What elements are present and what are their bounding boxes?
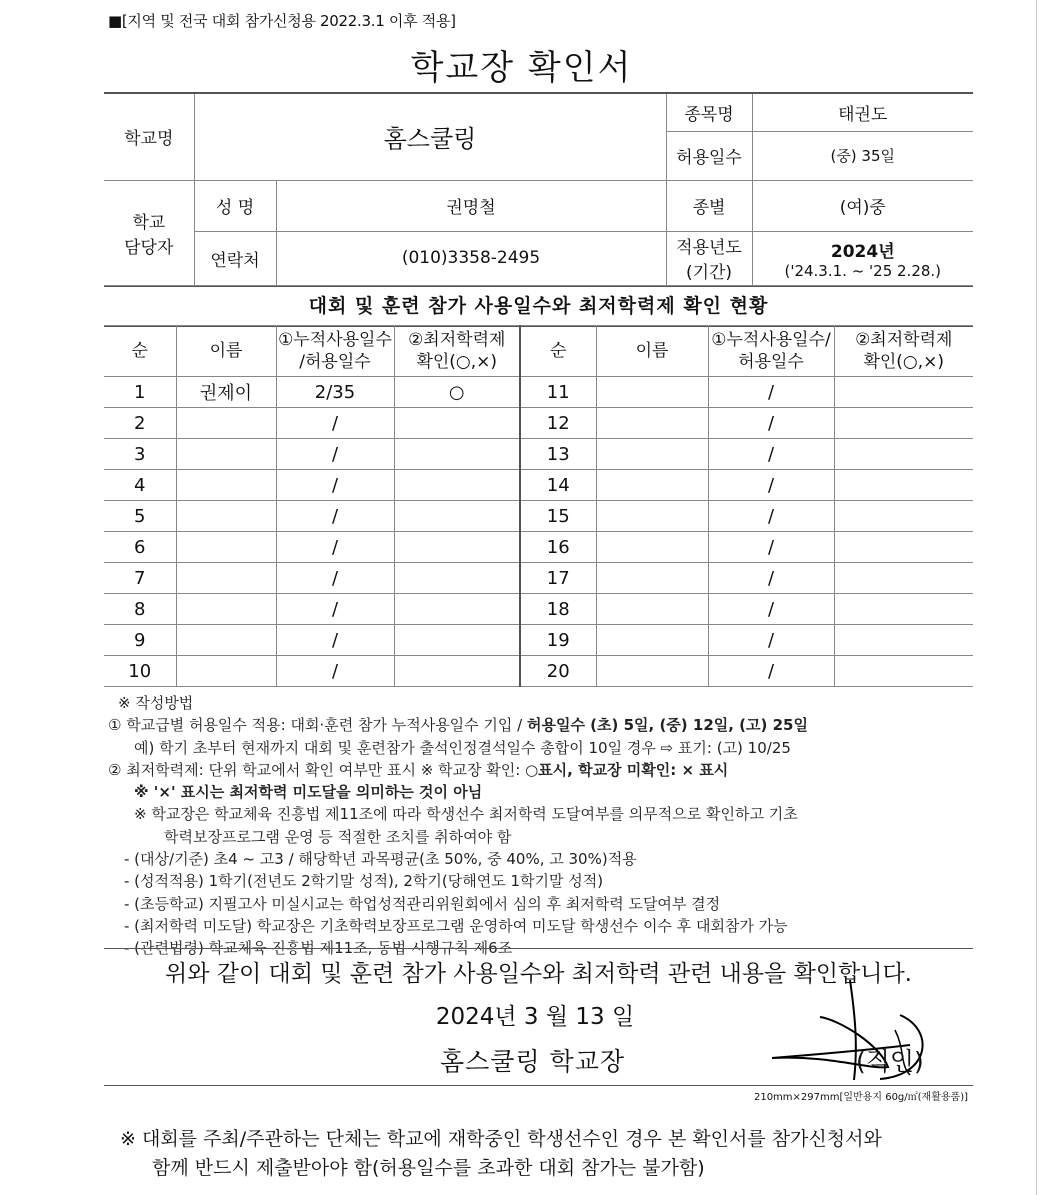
row-number: 20 — [520, 656, 596, 687]
header-no: 순 — [104, 326, 176, 377]
min-academic-check — [834, 408, 973, 439]
min-academic-check — [834, 439, 973, 470]
note-2: 예) 학기 초부터 현재까지 대회 및 훈련참가 출석인정결석일수 총합이 10일 경우 ⇨ 표기: (고) 10/25 — [134, 738, 791, 757]
contact-person-label: 학교 담당자 — [104, 180, 194, 285]
days-used: / — [708, 563, 834, 594]
document-title: 학교장 확인서 — [410, 48, 633, 88]
table-row — [104, 408, 973, 439]
header-name: 이름 — [176, 326, 276, 377]
athlete-name — [596, 563, 708, 594]
paper-spec: 210mm×297mm[일반용지 60g/㎡(재활용품)] — [753, 1092, 968, 1103]
note-3: ② 최저학력제: 단위 학교에서 확인 여부만 표시 ※ 학교장 확인: ○표시, 학교장 미확인: × 표시 — [108, 760, 729, 779]
athlete-name: 권제이 — [176, 377, 276, 408]
min-academic-check — [394, 594, 520, 625]
min-academic-check — [394, 470, 520, 501]
days-used: / — [708, 439, 834, 470]
table-row — [104, 594, 973, 625]
row-number: 1 — [104, 377, 176, 408]
days-used: / — [708, 408, 834, 439]
min-academic-check — [394, 532, 520, 563]
min-academic-check — [394, 563, 520, 594]
athlete-name — [596, 532, 708, 563]
min-academic-check — [394, 439, 520, 470]
athlete-name — [176, 439, 276, 470]
sport-label: 종목명 — [666, 93, 752, 131]
table-row — [104, 656, 973, 687]
table-row — [104, 563, 973, 594]
year-value: 2024년 ('24.3.1. ~ '25 2.28.) — [752, 231, 973, 285]
days-used: / — [708, 594, 834, 625]
days-used: / — [276, 625, 394, 656]
row-number: 10 — [104, 656, 176, 687]
days-used: 2/35 — [276, 377, 394, 408]
athlete-name — [596, 408, 708, 439]
year-label: 적용년도 (기간) — [666, 231, 752, 285]
category-label: 종별 — [666, 180, 752, 231]
row-number: 16 — [520, 532, 596, 563]
athlete-name — [176, 470, 276, 501]
table-row — [104, 439, 973, 470]
row-number: 12 — [520, 408, 596, 439]
table-row — [104, 501, 973, 532]
min-academic-check — [834, 470, 973, 501]
submission-notice — [120, 1125, 882, 1183]
phone-label: 연락처 — [194, 231, 276, 285]
note-1: ① 학교급별 허용일수 적용: 대회·훈련 참가 누적사용일수 기입 / 허용일수 (초) 5일, (중) 12일, (고) 25일 — [108, 716, 808, 735]
school-name-label: 학교명 — [104, 93, 194, 180]
athlete-name — [176, 625, 276, 656]
athlete-name — [596, 594, 708, 625]
confirmation-statement: 위와 같이 대회 및 훈련 참가 사용일수와 최저학력 관련 내용을 확인합니다. — [104, 948, 973, 988]
note-5: ※ 학교장은 학교체육 진흥법 제11조에 따라 학생선수 최저학력 도달여부를 의무적으로 확인하고 기초 — [134, 805, 798, 824]
min-academic-check — [834, 501, 973, 532]
note-heading: ※ 작성방법 — [118, 694, 194, 712]
instructions — [108, 692, 988, 960]
row-number: 6 — [104, 532, 176, 563]
header-days: ①누적사용일수 /허용일수 — [276, 326, 394, 377]
row-number: 19 — [520, 625, 596, 656]
school-name-value: 홈스쿨링 — [194, 93, 666, 180]
official-seal-mark: (직인) — [856, 1047, 924, 1076]
min-academic-check — [834, 594, 973, 625]
min-academic-check — [394, 408, 520, 439]
note-8: - (성적적용) 1학기(전년도 2학기말 성적), 2학기(당해연도 1학기말 성적) — [124, 872, 604, 891]
athlete-name — [596, 656, 708, 687]
note-11: - (관련법령) 학교체육 진흥법 제11조, 동법 시행규칙 제6조 — [124, 939, 513, 958]
footer-divider — [104, 1085, 973, 1086]
min-academic-check — [394, 656, 520, 687]
row-number: 18 — [520, 594, 596, 625]
athlete-name — [176, 563, 276, 594]
row-number: 8 — [104, 594, 176, 625]
header-min: ②최저학력제 확인(○,×) — [394, 326, 520, 377]
category-value: (여)중 — [752, 180, 973, 231]
header-no-right: 순 — [520, 326, 596, 377]
athlete-name — [596, 501, 708, 532]
note-7: - (대상/기준) 초4 ~ 고3 / 해당학년 과목평균(초 50%, 중 40%, 고 30%)적용 — [124, 850, 637, 869]
header-days-right: ①누적사용일수/ 허용일수 — [708, 326, 834, 377]
min-academic-check — [834, 377, 973, 408]
note-4: ※ '×' 표시는 최저학력 미도달을 의미하는 것이 아님 — [134, 783, 483, 802]
form-notice: ■[지역 및 전국 대회 참가신청용 2022.3.1 이후 적용] — [108, 12, 456, 30]
school-info-table — [104, 92, 973, 286]
phone-value: (010)3358-2495 — [276, 231, 666, 285]
days-used: / — [708, 470, 834, 501]
row-number: 15 — [520, 501, 596, 532]
footer-line-1: ※ 대회를 주최/주관하는 단체는 학교에 재학중인 학생선수인 경우 본 확인서를 참가신청서와 — [120, 1128, 882, 1150]
days-used: / — [708, 377, 834, 408]
sport-value: 태권도 — [752, 93, 973, 131]
athlete-name — [596, 625, 708, 656]
allowed-days-label: 허용일수 — [666, 131, 752, 180]
days-used: / — [276, 594, 394, 625]
days-used: / — [276, 470, 394, 501]
min-academic-check: ○ — [394, 377, 520, 408]
days-used: / — [708, 501, 834, 532]
footer-line-2: 함께 반드시 제출받아야 함(허용일수를 초과한 대회 참가는 불가함) — [152, 1157, 705, 1179]
row-number: 7 — [104, 563, 176, 594]
min-academic-check — [834, 656, 973, 687]
signing-date: 2024년 3 월 13 일 — [435, 1004, 635, 1030]
athlete-name — [596, 377, 708, 408]
row-number: 5 — [104, 501, 176, 532]
min-academic-check — [834, 532, 973, 563]
header-name-right: 이름 — [596, 326, 708, 377]
usage-section-title: 대회 및 훈련 참가 사용일수와 최저학력제 확인 현황 — [104, 286, 973, 327]
days-used: / — [276, 439, 394, 470]
note-9: - (초등학교) 지필고사 미실시교는 학업성적관리위원회에서 심의 후 최저학력 도달여부 결정 — [124, 894, 721, 913]
days-used: / — [708, 532, 834, 563]
athlete-name — [596, 439, 708, 470]
min-academic-check — [394, 625, 520, 656]
row-number: 2 — [104, 408, 176, 439]
days-used: / — [708, 656, 834, 687]
table-row — [104, 377, 973, 408]
row-number: 17 — [520, 563, 596, 594]
table-row — [104, 532, 973, 563]
row-number: 14 — [520, 470, 596, 501]
table-row — [104, 470, 973, 501]
name-label: 성 명 — [194, 180, 276, 231]
min-academic-check — [834, 563, 973, 594]
note-10: - (최저학력 미도달) 학교장은 기초학력보장프로그램 운영하여 미도달 학생선수 이수 후 대회참가 가능 — [124, 916, 788, 935]
athlete-name — [176, 656, 276, 687]
row-number: 4 — [104, 470, 176, 501]
athlete-name — [176, 594, 276, 625]
athlete-name — [176, 501, 276, 532]
allowed-days-value: (중) 35일 — [752, 131, 973, 180]
athlete-name — [176, 532, 276, 563]
principal-signature-line: 홈스쿨링 학교장 — [440, 1047, 625, 1076]
min-academic-check — [834, 625, 973, 656]
athlete-name — [176, 408, 276, 439]
note-6: 학력보장프로그램 운영 등 적절한 조치를 취하여야 함 — [164, 827, 512, 846]
name-value: 권명철 — [276, 180, 666, 231]
row-number: 11 — [520, 377, 596, 408]
row-number: 9 — [104, 625, 176, 656]
days-used: / — [708, 625, 834, 656]
days-used: / — [276, 408, 394, 439]
athlete-name — [596, 470, 708, 501]
days-used: / — [276, 656, 394, 687]
row-number: 3 — [104, 439, 176, 470]
days-used: / — [276, 563, 394, 594]
min-academic-check — [394, 501, 520, 532]
row-number: 13 — [520, 439, 596, 470]
usage-table — [104, 325, 973, 687]
header-min-right: ②최저학력제 확인(○,×) — [834, 326, 973, 377]
table-row — [104, 625, 973, 656]
days-used: / — [276, 501, 394, 532]
days-used: / — [276, 532, 394, 563]
